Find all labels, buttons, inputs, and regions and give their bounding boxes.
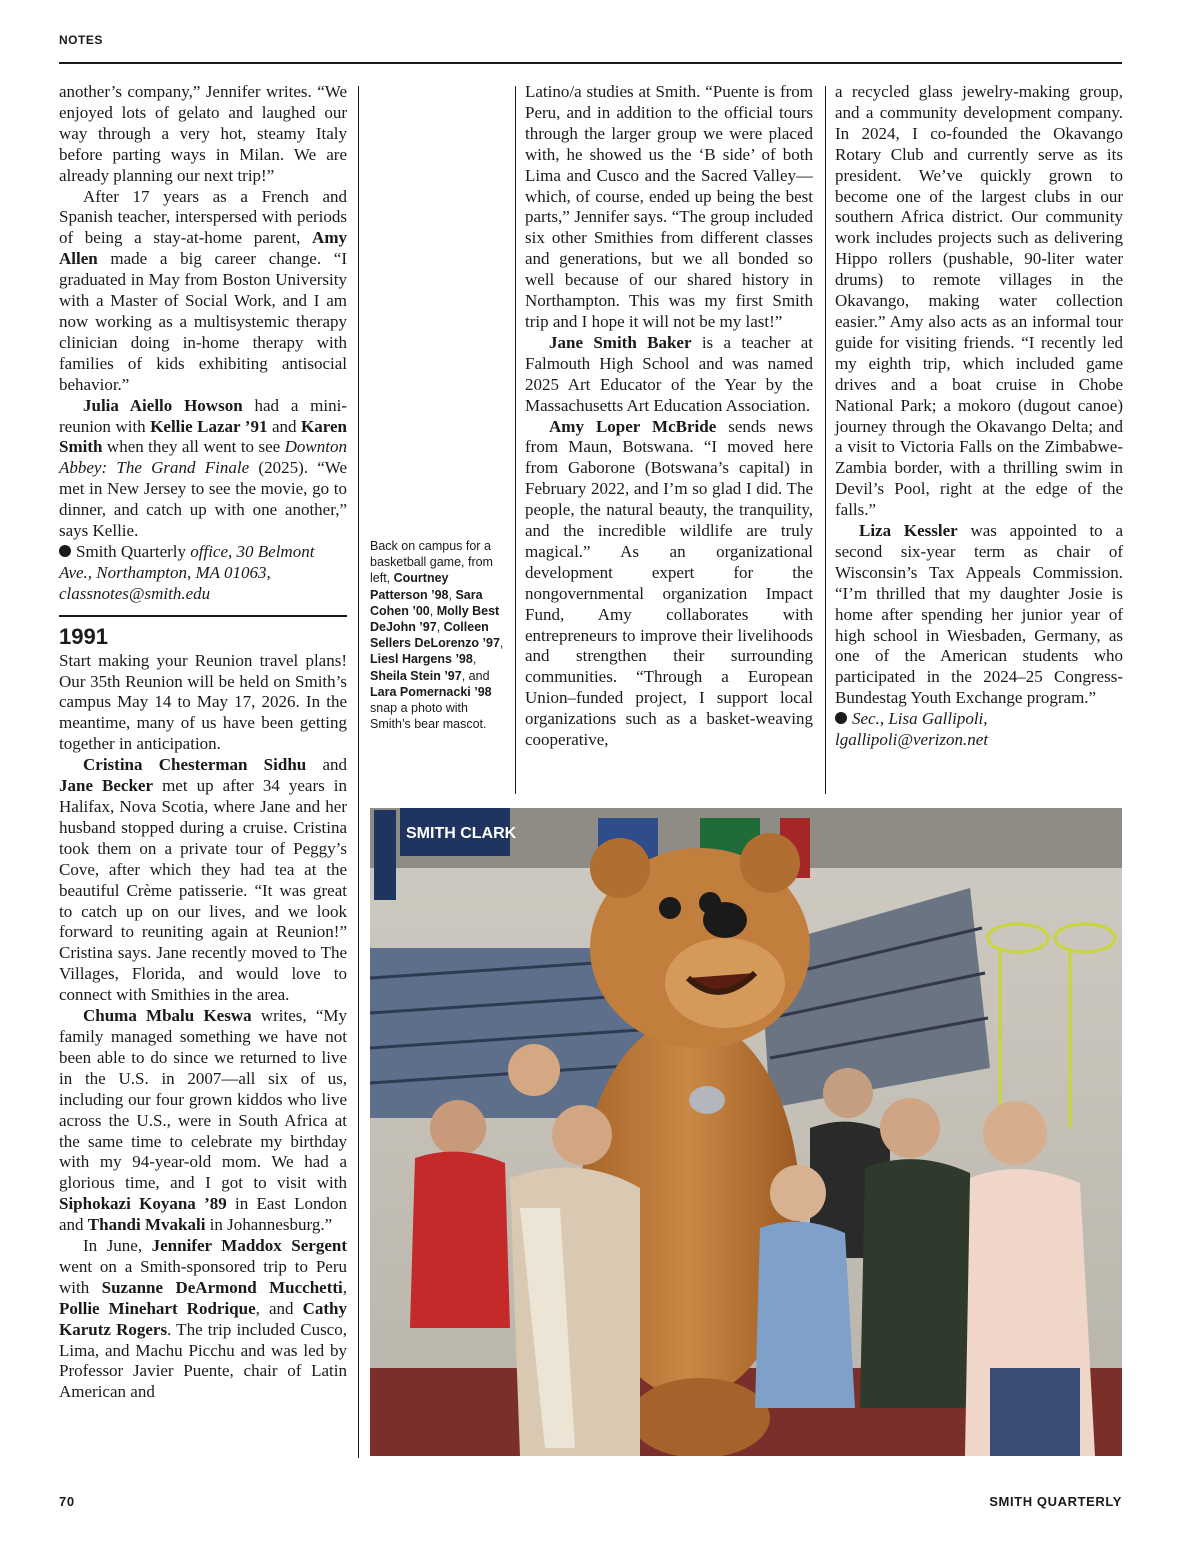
column-divider [358, 86, 359, 1458]
page-number: 70 [59, 1494, 75, 1509]
column-divider [825, 86, 826, 794]
person-name: Kellie Lazar ’91 [150, 416, 268, 436]
person-name: Thandi Mvakali [87, 1215, 206, 1235]
paragraph: After 17 years as a French and Spanish teacher, interspersed with periods of being a stay-at-home parent, Amy Allen made a big career change. “I graduated in May from Boston University with a Master of Social Work, and I am now working as a multisystemic therapy clinician doing in-home therapy with families of kids exhibiting antisocial behavior.” [59, 186, 347, 394]
film-title: Downton Abbey: The Grand Finale [59, 437, 347, 478]
person-name: Pollie Minehart Rodrique [59, 1298, 256, 1318]
paragraph: Start making your Reunion travel plans! Our 35th Reunion will be held on Smith’s campus May 14 to May 17, 2026. In the meantime, many of us have been getting together in anticipation. [59, 650, 347, 754]
person-name: Jane Smith Baker [549, 332, 692, 352]
person-name: Jennifer Maddox Sergent [151, 1236, 347, 1256]
paragraph: Cristina Chesterman Sidhu and Jane Becker met up after 34 years in Halifax, Nova Scotia, where Jane and her husband stopped during a cruise. Cristina took them on a private tour of Peggy’s Cove, after which they had tea at the beautiful Crème patisserie. “It was great to catch up on our lives, and we look forward to reuniting again at Reunion!” Cristina says. Jane recently moved to The Villages, Florida, and would love to connect with Smithies in the area. [59, 755, 348, 1005]
paragraph: In June, Jennifer Maddox Sergent went on a Smith-sponsored trip to Peru with Suzanne DeArmond Mucchetti, Pollie Minehart Rodrique, and Cathy Karutz Rogers. The trip included Cusco, Lima, and Machu Picchu and was led by Professor Javier Puente, chair of Latin American and [59, 1236, 347, 1402]
header-rule [59, 62, 1122, 64]
person-name: Karen Smith [59, 416, 347, 457]
group-photo [370, 808, 1122, 1456]
paragraph: Liza Kessler was appointed to a second six-year term as chair of Wisconsin’s Tax Appeals Commission. “I’m thrilled that my daughter Josie is home after spending her junior year of high school in Wiesbaden, Germany, as one of the American students who participated in the 2024–25 Congress-Bundestag Youth Exchange program.” [835, 521, 1123, 708]
person-name: Liza Kessler [859, 521, 958, 541]
paragraph: Chuma Mbalu Keswa writes, “My family managed something we have not been able to do since we returned to live in the U.S. in 2007—all six of us, including our four grown kiddos who live across the U.S., were in South Africa at the same time to celebrate my birthday with my 94-year-old mom. We had a glorious time, and I got to visit with Siphokazi Koyana ’89 in East London and Thandi Mvakali in Johannesburg.” [59, 1006, 347, 1235]
paragraph: a recycled glass jewelry-making group, and a community development company. In 2024, I co-founded the Okavango Rotary Club and currently serve as its president. We’ve quickly grown to become one of the largest clubs in our southern Africa district. Our community work includes projects such as delivering Hippo rollers (pushable, 90-liter water drums) to remote villages in the Okavango, making water collection easier.” Amy also acts as an informal tour guide for visiting friends. “I recently led my eighth trip, which included game drives and a boat cruise in Chobe National Park; a mokoro (dugout canoe) journey through the Okavango Delta; and a visit to Victoria Falls on the Zimbabwe-Zambia border, with a thrilling swim in Devil’s Pool, right at the edge of the falls.” [835, 82, 1123, 520]
person-name: Julia Aiello Howson [83, 395, 243, 415]
banner-text: SMITH CLARK [406, 825, 517, 842]
person-name: Cristina Chesterman Sidhu [83, 755, 307, 775]
column-4 [835, 82, 1123, 751]
person-name: Jane Becker [59, 776, 154, 796]
class-year-heading: 1991 [59, 623, 108, 649]
person-name: Amy Loper McBride [549, 416, 717, 436]
person-name: Amy Allen [59, 228, 347, 269]
paragraph: Amy Loper McBride sends news from Maun, Botswana. “I moved here from Gaborone (Botswana’s capital) in February 2022, and I’m so glad I did. The people, the natural beauty, the tranquility, and the incredible wildlife are truly magical.” As an organizational development expert for the nongovernmental organization Impact Fund, Amy collaborates with entrepreneurs to improve their livelihoods and strengthen their surrounding communities. “Through a European Union–funded project, I support local organizations such as a basket-weaving cooperative, [525, 416, 813, 750]
person-name: Suzanne DeArmond Mucchetti [101, 1277, 343, 1297]
class-contact: Sec., Lisa Gallipoli, lgallipoli@verizon.net [835, 709, 989, 750]
column-3 [525, 82, 813, 751]
photo-caption: Back on campus for a basketball game, from left, Courtney Patterson ’98, Sara Cohen ’00, Molly Best DeJohn ’97, Colleen Sellers DeLorenzo ’97, Liesl Hargens ’98, Sheila Stein ’97, and Lara Pomernacki ’98 snap a photo with Smith’s bear mascot. [370, 539, 504, 732]
person-name: Chuma Mbalu Keswa [83, 1006, 252, 1026]
bullet-dot-icon [59, 545, 71, 557]
publication-name: SMITH QUARTERLY [989, 1494, 1122, 1509]
class-divider [59, 615, 347, 617]
paragraph: Julia Aiello Howson had a mini-reunion with Kellie Lazar ’91 and Karen Smith when they all went to see Downton Abbey: The Grand Finale (2025). “We met in New Jersey to see the movie, go to dinner, and catch up with one another,” says Kellie. [59, 395, 348, 541]
paragraph: another’s company,” Jennifer writes. “We enjoyed lots of gelato and laughed our way through a very hot, steamy Italy before parting ways in Milan. We are already planning our next trip!” [59, 82, 347, 185]
person-name: Cathy Karutz Rogers [59, 1298, 347, 1339]
class-contact: Smith Quarterly office, 30 Belmont Ave., Northampton, MA 01063, classnotes@smith.edu [59, 541, 315, 603]
paragraph: Latino/a studies at Smith. “Puente is from Peru, and in addition to the official tours through the larger group we were placed with, he showed us the ‘B side’ of both Lima and Cusco and the Sacred Valley—which, of course, ended up being the best parts,” Jennifer says. “The group included six other Smithies from different classes and generations, but we all bonded so well because of our shared history in Northampton. This was my first Smith trip and I hope it will not be my last!” [525, 82, 813, 331]
column-divider [515, 86, 516, 794]
person-name: Siphokazi Koyana ’89 [59, 1194, 227, 1214]
paragraph: Jane Smith Baker is a teacher at Falmouth High School and was named 2025 Art Educator of the Year by the Massachusetts Art Education Association. [525, 332, 814, 415]
section-header: NOTES [59, 33, 103, 47]
column-1 [59, 82, 347, 1403]
bullet-dot-icon [835, 712, 847, 724]
